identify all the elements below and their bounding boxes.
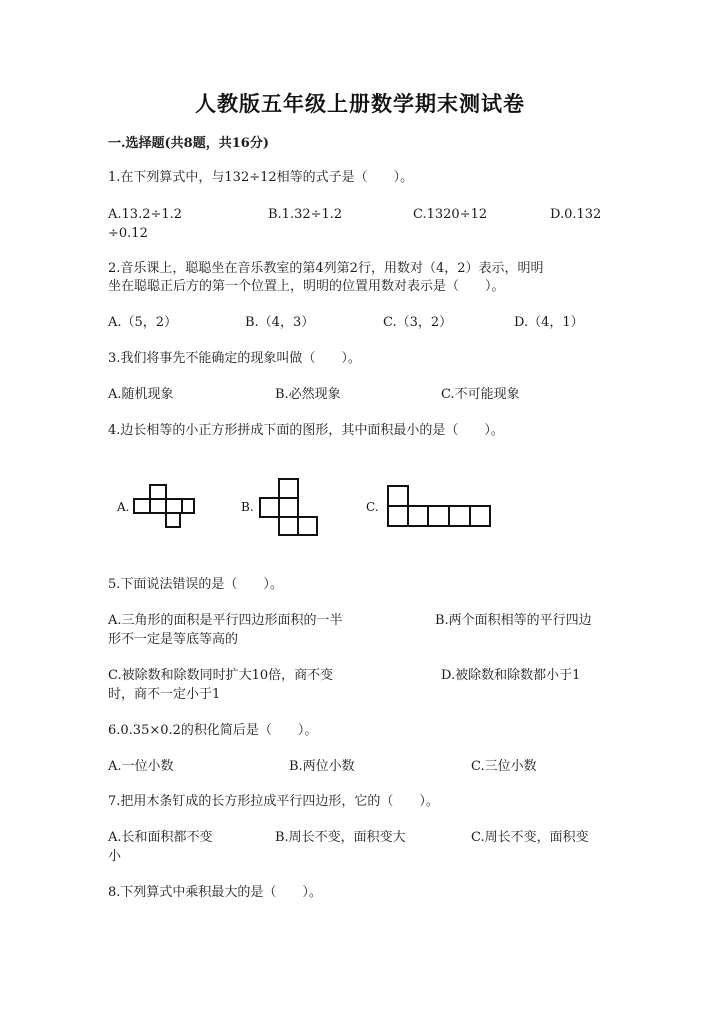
q6-option-c: C.三位小数	[471, 759, 537, 774]
q1-option-a: A.13.2÷1.2	[108, 207, 183, 222]
question-4-stem: 4.边长相等的小正方形拼成下面的图形，其中面积最小的是（ ）。	[108, 423, 504, 438]
q7-option-c: C.周长不变，面积变	[471, 830, 589, 845]
q5-option-d-overflow: 时，商不一定小于1	[108, 687, 221, 702]
figure-a	[134, 485, 194, 527]
q4-figures	[0, 470, 720, 540]
figure-c-label: C.	[366, 500, 379, 514]
q1-option-d: D.0.132	[550, 207, 602, 222]
question-2-stem-line2: 坐在聪聪正后方的第一个位置上，明明的位置用数对表示是（ ）。	[108, 279, 505, 294]
q3-option-b: B.必然现象	[275, 387, 341, 402]
q7-option-b: B.周长不变，面积变大	[275, 830, 406, 845]
q6-option-b: B.两位小数	[289, 759, 355, 774]
question-3-stem: 3.我们将事先不能确定的现象叫做（ ）。	[108, 351, 361, 366]
q5-option-b-overflow: 形不一定是等底等高的	[108, 632, 239, 647]
q3-option-a: A.随机现象	[108, 387, 174, 402]
figure-c	[388, 486, 490, 526]
q5-option-d: D.被除数和除数都小于1	[441, 668, 581, 683]
q1-option-d-overflow: ÷0.12	[108, 226, 148, 241]
q7-option-c-overflow: 小	[108, 849, 122, 864]
question-7-stem: 7.把用木条钉成的长方形拉成平行四边形，它的（ ）。	[108, 794, 439, 809]
figure-b-label: B.	[241, 500, 254, 514]
q1-option-c: C.1320÷12	[413, 207, 488, 222]
question-6-stem: 6.0.35×0.2的积化简后是（ ）。	[108, 723, 318, 738]
q2-option-d: D.（4，1）	[514, 315, 584, 330]
question-2-stem-line1: 2.音乐课上，聪聪坐在音乐教室的第4列第2行，用数对（4，2）表示，明明	[108, 261, 544, 276]
q2-option-a: A.（5，2）	[108, 315, 178, 330]
section-heading: 一.选择题(共8题，共16分)	[108, 136, 269, 151]
q1-option-b: B.1.32÷1.2	[268, 207, 343, 222]
page-title: 人教版五年级上册数学期末测试卷	[195, 91, 525, 116]
q5-option-b: B.两个面积相等的平行四边	[435, 613, 592, 628]
q3-option-c: C.不可能现象	[441, 387, 520, 402]
q2-option-c: C.（3，2）	[383, 315, 453, 330]
question-8-stem: 8.下列算式中乘积最大的是（ ）。	[108, 885, 322, 900]
q7-option-a: A.长和面积都不变	[108, 830, 213, 845]
figure-a-label: A.	[117, 500, 130, 514]
q2-option-b: B.（4，3）	[245, 315, 315, 330]
q5-option-c: C.被除数和除数同时扩大10倍，商不变	[108, 668, 334, 683]
q6-option-a: A.一位小数	[108, 759, 174, 774]
figure-b	[260, 479, 317, 535]
question-5-stem: 5.下面说法错误的是（ ）。	[108, 577, 283, 592]
question-1-stem: 1.在下列算式中，与132÷12相等的式子是（ ）。	[108, 170, 414, 185]
q5-option-a: A.三角形的面积是平行四边形面积的一半	[108, 613, 343, 628]
